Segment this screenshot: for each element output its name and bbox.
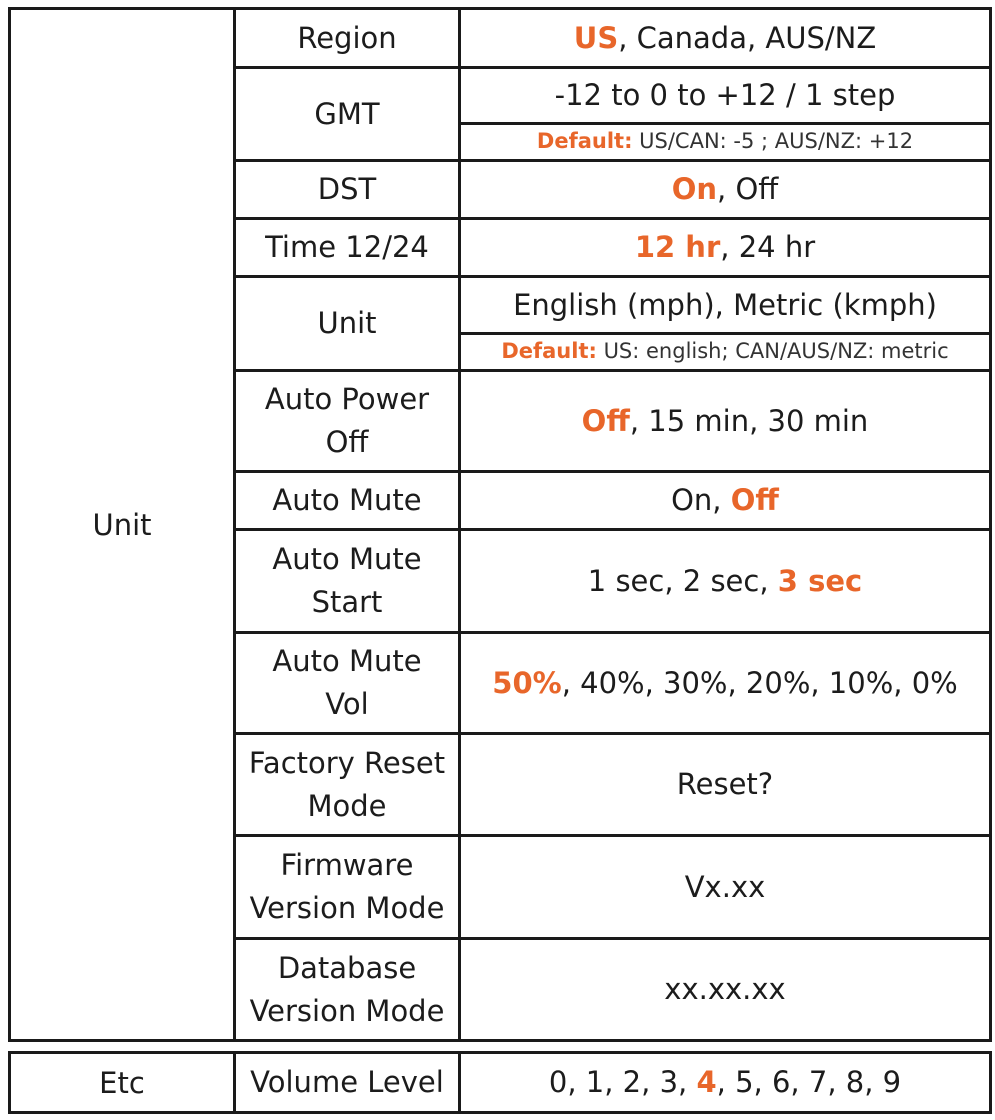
default-text: US: english; CAN/AUS/NZ: metric: [596, 339, 949, 364]
default-option: US: [573, 20, 619, 55]
row-value-auto-mute: [460, 472, 991, 530]
row-value-auto-mute-vol: [460, 633, 991, 734]
row-label-database: [235, 939, 460, 1041]
label-line: Start: [311, 585, 383, 619]
row-value-auto-mute-start: [460, 530, 991, 633]
row-label-auto-mute: Auto Mute: [235, 472, 460, 530]
label-line: Version Mode: [249, 993, 445, 1028]
default-text: US/CAN: -5 ; AUS/NZ: +12: [632, 129, 914, 154]
default-option: Off: [730, 483, 779, 518]
unit-settings-table: [8, 7, 992, 1042]
row-label-firmware: [235, 836, 460, 939]
other-options: , Canada, AUS/NZ: [618, 20, 877, 55]
label-line: Vol: [325, 687, 369, 721]
default-label: Default:: [501, 339, 597, 364]
default-option: 4: [696, 1065, 717, 1100]
row-label-dst: DST: [235, 161, 460, 219]
row-value-region: [460, 9, 991, 68]
label-line: Off: [325, 425, 369, 459]
label-line: Auto Mute: [272, 644, 422, 679]
label-line: Auto Power: [264, 382, 430, 417]
table-row-volume-level: [10, 1053, 991, 1113]
label-line: Version Mode: [249, 891, 445, 925]
default-label: Default:: [536, 129, 633, 154]
row-label-gmt: GMT: [235, 68, 460, 161]
row-value-database: xx.xx.xx: [460, 939, 991, 1041]
section-label-unit: [10, 9, 235, 1041]
default-note-unit: [460, 334, 991, 371]
label-line: Mode: [307, 788, 387, 823]
other-options: , Off: [717, 172, 779, 207]
row-label-time: Time 12/24: [235, 219, 460, 277]
row-label-factory-reset: [235, 734, 460, 836]
other-options: , 15 min, 30 min: [629, 403, 869, 438]
default-note-gmt: [460, 124, 991, 161]
row-value-volume-level: [460, 1053, 991, 1113]
row-label-volume-level: Volume Level: [235, 1053, 460, 1113]
row-value-auto-power-off: [460, 371, 991, 472]
default-option: On: [671, 172, 718, 207]
row-value-gmt: -12 to 0 to +12 / 1 step: [460, 68, 991, 124]
other-options: , 24 hr: [720, 230, 816, 265]
row-value-unit: English (mph), Metric (kmph): [460, 277, 991, 334]
other-options: 0, 1, 2, 3,: [548, 1065, 697, 1100]
label-line: Factory Reset: [248, 745, 446, 780]
default-option: 12 hr: [634, 230, 721, 265]
etc-settings-table: [8, 1051, 992, 1114]
default-option: 50%: [492, 665, 562, 700]
row-value-dst: [460, 161, 991, 219]
row-label-unit: Unit: [235, 277, 460, 371]
other-options: , 40%, 30%, 20%, 10%, 0%: [561, 665, 958, 700]
row-label-auto-mute-vol: [235, 633, 460, 734]
default-option: Off: [581, 403, 630, 438]
other-options: , 5, 6, 7, 8, 9: [716, 1065, 902, 1100]
label-line: Auto Mute: [272, 542, 422, 577]
other-options: On,: [671, 483, 731, 518]
section-label-etc: Etc: [10, 1053, 235, 1113]
row-label-auto-mute-start: [235, 530, 460, 633]
label-line: Firmware: [280, 848, 414, 883]
row-value-factory-reset: Reset?: [460, 734, 991, 836]
section-text: Unit: [92, 507, 152, 542]
row-label-region: Region: [235, 9, 460, 68]
row-label-auto-power-off: [235, 371, 460, 472]
table-row-region: [10, 9, 991, 68]
row-value-time: [460, 219, 991, 277]
label-line: Database: [277, 950, 417, 985]
row-value-firmware: Vx.xx: [460, 836, 991, 939]
default-option: 3 sec: [777, 563, 863, 598]
other-options: 1 sec, 2 sec,: [587, 563, 778, 598]
